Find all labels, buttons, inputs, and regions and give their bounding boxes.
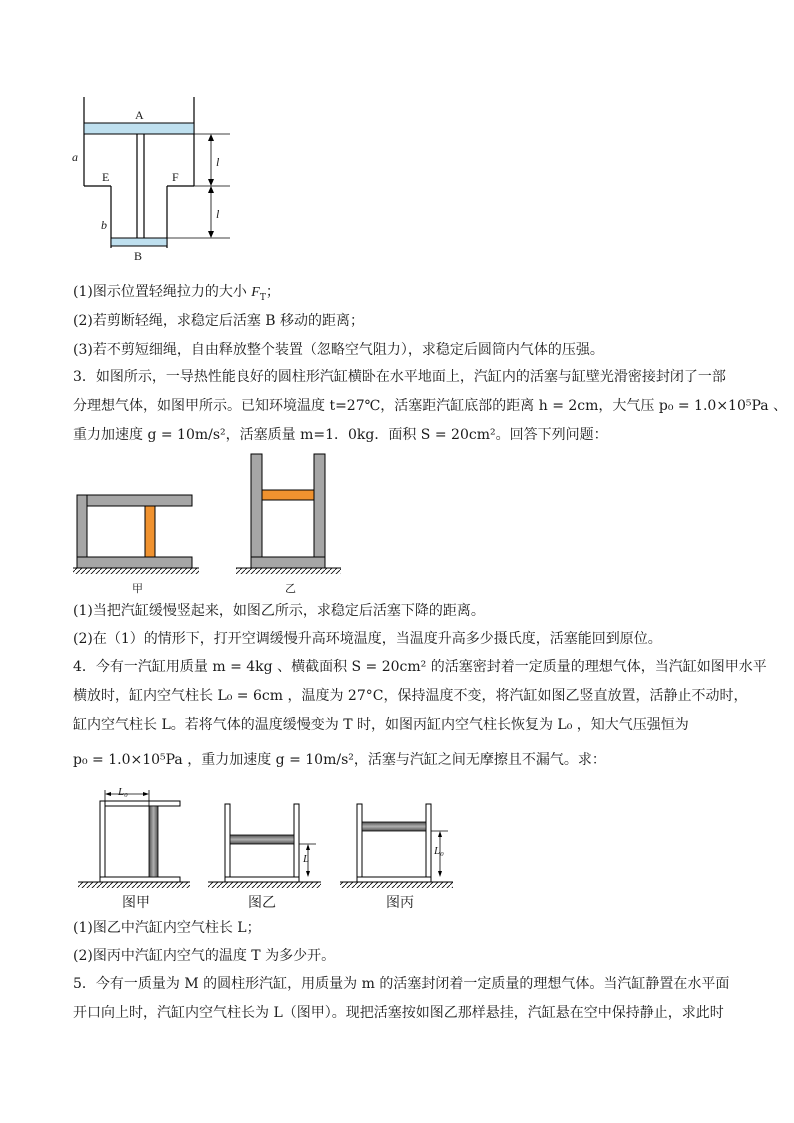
arrowhead-1b bbox=[208, 179, 214, 186]
q2-part1 bbox=[73, 282, 723, 308]
q3-part1: (1)当把汽缸缓慢竖起来，如图乙所示，求稳定后活塞下降的距离。 bbox=[73, 603, 485, 619]
q5-line1: 5．今有一质量为 M 的圆柱形汽缸，用质量为 m 的活塞封闭着一定质量的理想气体。当汽缸静置在水平面 bbox=[73, 976, 730, 992]
fig-bing-right-wall bbox=[426, 804, 431, 882]
label-l0-jia: L₀ bbox=[118, 786, 128, 798]
fig-jia-top-wall bbox=[100, 801, 180, 806]
q4-line4: p₀ = 1.0×10⁵Pa ，重力加速度 g = 10m/s²，活塞与汽缸之间无摩擦且不漏气。求： bbox=[73, 752, 606, 768]
label-piston-b: B bbox=[134, 249, 143, 263]
q5-line2: 开口向上时，汽缸内空气柱长为 L（图甲）。现把活塞按如图乙那样悬挂，汽缸悬在空中保持静止，求此时 bbox=[73, 1005, 724, 1021]
arrowhead-2b bbox=[208, 231, 214, 238]
fig-jia-bottom-wall bbox=[100, 877, 180, 882]
ground-fig-yi bbox=[208, 882, 321, 888]
ground-fig-bing bbox=[340, 882, 453, 888]
caption-fig-jia: 图甲 bbox=[122, 896, 150, 911]
arrowhead-1a bbox=[208, 134, 214, 141]
piston-a bbox=[84, 123, 194, 134]
fig-bing-left-wall bbox=[357, 804, 362, 882]
label-e: E bbox=[102, 170, 110, 184]
label-l-yi: L bbox=[303, 853, 310, 865]
fig-yi-arrowhead-t bbox=[306, 844, 310, 850]
cyl-yi-left-wall bbox=[251, 454, 262, 568]
label-l0-bing: L₀ bbox=[434, 845, 444, 857]
cyl-jia-piston bbox=[145, 506, 155, 557]
q2-part3: (3)若不剪短细绳，自由释放整个装置（忽略空气阻力），求稳定后圆筒内气体的压强。 bbox=[73, 342, 604, 358]
q3-line2: 分理想气体，如图甲所示。已知环境温度 t=27℃，活塞距汽缸底部的距离 h = 2cm，大气压 p₀ = 1.0×10⁵Pa 、 bbox=[73, 398, 788, 414]
fig-bing-piston bbox=[362, 822, 426, 831]
fig-jia-arrowhead-l bbox=[105, 792, 111, 796]
label-piston-a: A bbox=[135, 108, 144, 122]
q4-part1: (1)图乙中汽缸内空气柱长 L； bbox=[73, 920, 261, 936]
cylinder-fig-bing bbox=[357, 804, 448, 882]
q4-line2: 横放时，缸内空气柱长 L₀ = 6cm ，温度为 27°C，保持温度不变，将汽缸如图乙竖直放置，活静止不动时， bbox=[73, 688, 748, 704]
q2-part1-text: (1)图示位置轻绳拉力的大小 bbox=[73, 284, 247, 300]
cyl-yi-right-wall bbox=[314, 454, 325, 568]
label-region-a: a bbox=[72, 150, 78, 164]
q3-line1: 3．如图所示，一导热性能良好的圆柱形汽缸横卧在水平地面上，汽缸内的活塞与缸壁光滑密接封闭了一部 bbox=[73, 369, 726, 385]
q4-part2: (2)图丙中汽缸内空气的温度 T 为多少开。 bbox=[73, 948, 336, 964]
caption-yi: 乙 bbox=[285, 583, 296, 595]
q2-part1-post: ； bbox=[265, 284, 280, 300]
piston-b bbox=[111, 238, 167, 246]
fig-jia-piston bbox=[149, 806, 158, 877]
figure-t-cylinder bbox=[0, 0, 794, 280]
cylinder-fig-jia bbox=[100, 790, 180, 882]
fig-yi-arrowhead-b bbox=[306, 871, 310, 877]
fig-jia-left-wall bbox=[100, 801, 105, 882]
fig-yi-bottom-wall bbox=[225, 877, 299, 882]
q2-part1-sub: T bbox=[259, 292, 266, 303]
fig-bing-arrowhead-t bbox=[438, 831, 442, 837]
caption-fig-yi: 图乙 bbox=[248, 896, 276, 911]
label-l-lower: l bbox=[216, 207, 220, 221]
fig-yi-right-wall bbox=[294, 804, 299, 882]
q3-line3: 重力加速度 g = 10m/s²，活塞质量 m=1．0kg．面积 S = 20cm²。回答下列问题： bbox=[73, 427, 608, 443]
cyl-yi-piston bbox=[262, 490, 314, 500]
q2-part1-var: F bbox=[251, 285, 260, 300]
cyl-yi-bottom-wall bbox=[251, 557, 325, 568]
fig-yi-piston bbox=[230, 835, 294, 844]
fig-jia-arrowhead-r bbox=[143, 792, 149, 796]
cyl-jia-bottom-wall bbox=[77, 557, 192, 568]
ground-jia bbox=[73, 568, 199, 574]
cylinder-jia bbox=[77, 495, 192, 568]
cylinder-fig-yi bbox=[225, 804, 316, 882]
fig-bing-arrowhead-b bbox=[438, 871, 442, 877]
figure-q3-cylinders bbox=[0, 440, 794, 600]
label-f: F bbox=[172, 170, 179, 184]
label-l-upper: l bbox=[216, 155, 220, 169]
q4-line1: 4．今有一汽缸用质量 m = 4kg 、横截面积 S = 20cm² 的活塞密封着一定质量的理想气体，当汽缸如图甲水平 bbox=[73, 659, 767, 675]
fig-bing-bottom-wall bbox=[357, 877, 431, 882]
fig-yi-left-wall bbox=[225, 804, 230, 882]
cylinder-yi bbox=[251, 454, 325, 568]
cyl-jia-top-wall bbox=[77, 495, 192, 506]
q2-part2: (2)若剪断轻绳，求稳定后活塞 B 移动的距离； bbox=[73, 313, 365, 329]
caption-jia: 甲 bbox=[132, 583, 143, 595]
q4-line3: 缸内空气柱长 L。若将气体的温度缓慢变为 T 时，如图丙缸内空气柱长恢复为 L₀ ，知大气压强恒为 bbox=[73, 717, 689, 733]
figure-q4-cylinders bbox=[0, 780, 794, 900]
q3-part2: (2)在（1）的情形下，打开空调缓慢升高环境温度，当温度升高多少摄氏度，活塞能回到原位。 bbox=[73, 631, 662, 647]
ground-fig-jia bbox=[78, 882, 190, 888]
caption-fig-bing: 图丙 bbox=[386, 896, 414, 911]
arrowhead-2a bbox=[208, 186, 214, 193]
label-region-b: b bbox=[101, 218, 107, 232]
ground-yi bbox=[236, 568, 341, 574]
